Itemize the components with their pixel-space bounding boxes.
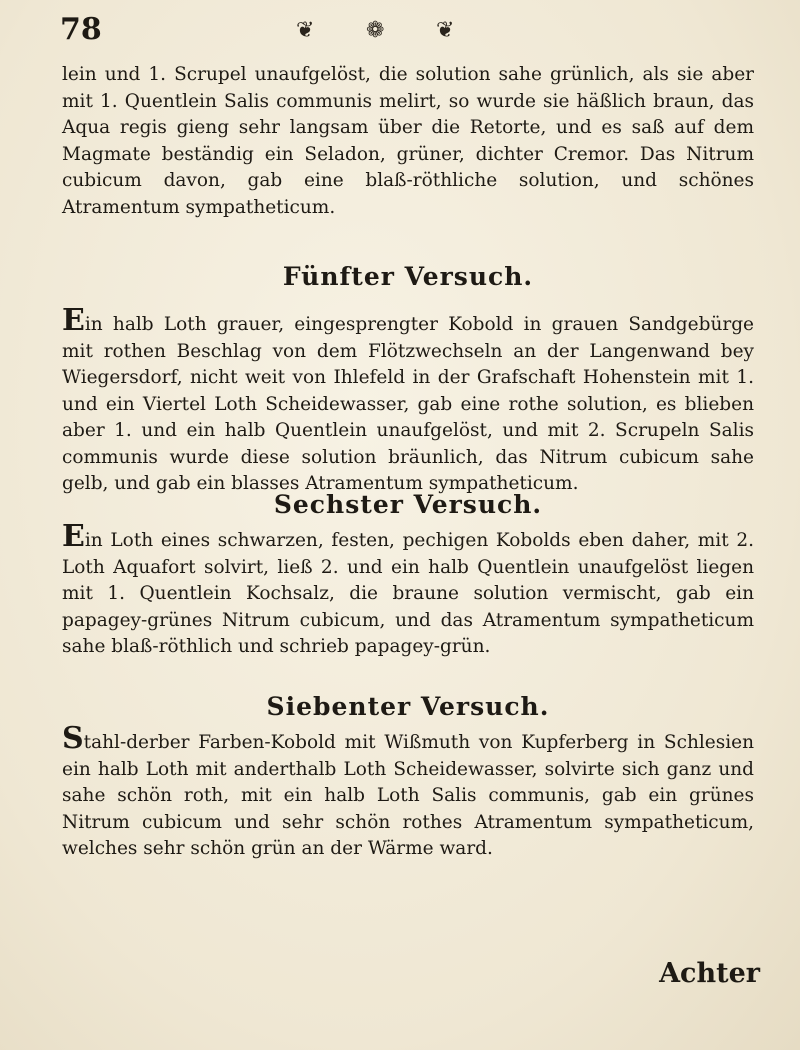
section-heading-5 [62,262,754,291]
paragraph-text: lein und 1. Scrupel unaufgelöst, die solution sahe grünlich, als sie aber mit 1. Quentlein Salis communis melirt, so wurde sie häßlich braun, das Aqua regis gieng sehr langsam über die Retorte, und es saß auf dem Magmate beständig ein Seladon, grüner, dichter Cremor. Das Nitrum cubicum davon, gab eine blaß-röthliche solution, und schönes Atramentum sympatheticum. [62,64,754,218]
paragraph-body: tahl-derber Farben-Kobold mit Wißmuth von Kupferberg in Schlesien ein halb Loth mit anderthalb Loth Scheidewasser, solvirte sich ganz und sahe schön roth, mit ein halb Loth Salis communis, gab ein grünes Nitrum cubicum und sehr schön rothes Atramentum sympatheticum, welches sehr schön grün an der Wärme ward. [62,732,754,859]
paragraph-text [62,721,754,863]
ornament-left-icon: ❦ [296,18,315,43]
paragraph-fifth-experiment [62,303,754,498]
heading-text: Fünfter Versuch. [282,262,534,291]
paragraph-sixth-experiment [62,519,754,661]
ornament-right-icon: ❦ [436,18,455,43]
ornament-center-icon: ❁ [366,18,385,43]
catchword: Achter [659,958,760,989]
page-number: 78 [60,12,102,47]
paragraph-body: in halb Loth grauer, eingesprengter Kobold in grauen Sandgebürge mit rothen Beschlag von dem Flötzwechseln an der Langenwand bey Wiegersdorf, nicht weit von Ihlefeld in der Grafschaft Hohenstein mit 1. und ein Viertel Loth Scheidewasser, gab eine rothe solution, es blieben aber 1. und ein halb Quentlein unaufgelöst, und mit 2. Scrupeln Salis communis wurde diese solution bräunlich, das Nitrum cubicum sahe gelb, und gab ein blasses Atramentum sympatheticum. [62,314,754,494]
drop-initial: S [62,721,84,756]
paragraph-seventh-experiment [62,721,754,863]
paragraph-continuation [62,62,754,221]
paragraph-text [62,303,754,498]
paragraph-body: in Loth eines schwarzen, festen, pechigen Kobolds eben daher, mit 2. Loth Aquafort solvirt, ließ 2. und ein halb Quentlein unaufgelöst liegen mit 1. Quentlein Kochsalz, die braune solution vermischt, gab ein papagey-grünes Nitrum cubicum, und das Atramentum sympatheticum sahe blaß-röthlich und schrieb papagey-grün. [62,530,754,657]
heading-text: Sechster Versuch. [273,490,543,519]
running-head [60,12,740,48]
heading-text: Siebenter Versuch. [266,692,550,721]
section-heading-6 [62,490,754,519]
section-heading-7 [62,692,754,721]
paragraph-text [62,519,754,661]
drop-initial: E [62,519,85,554]
drop-initial: E [62,303,85,338]
